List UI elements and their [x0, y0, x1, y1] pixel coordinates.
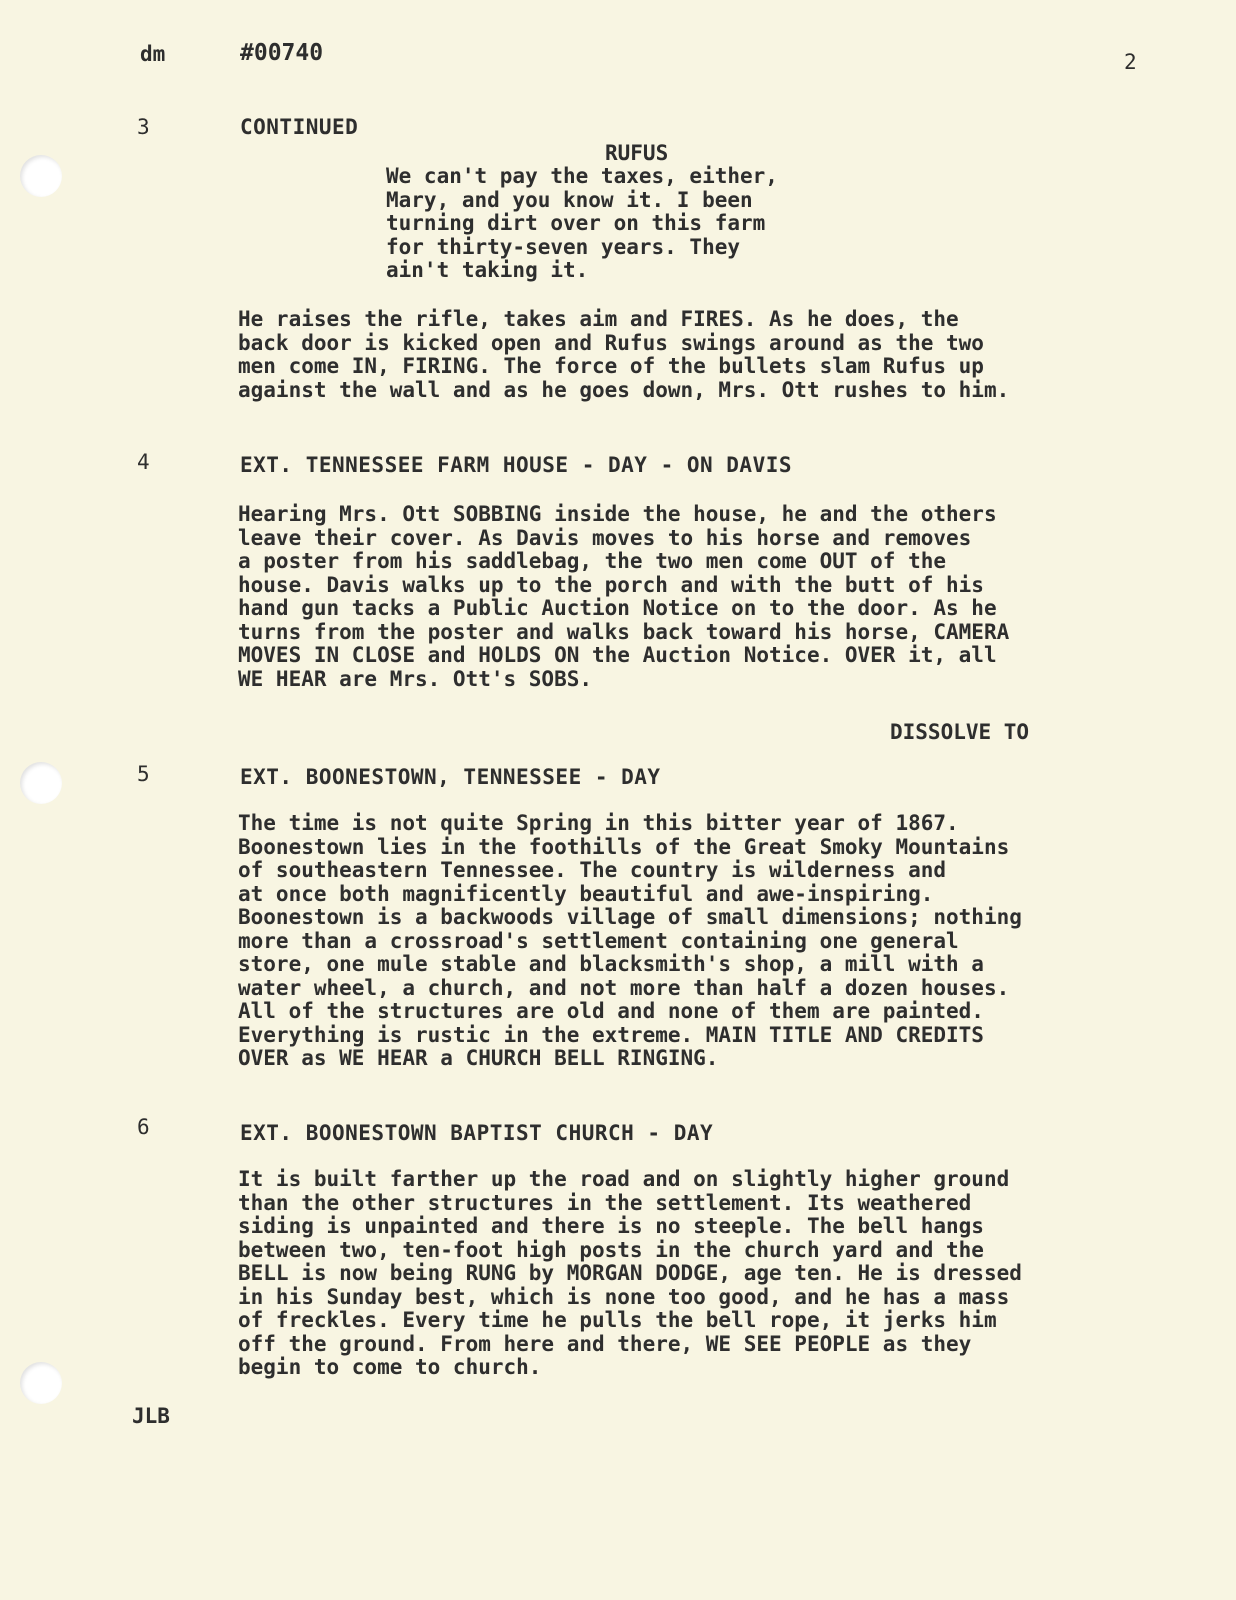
scene-heading: CONTINUED [240, 115, 359, 139]
scene-heading: EXT. BOONESTOWN BAPTIST CHURCH - DAY [240, 1121, 714, 1145]
dialogue: We can't pay the taxes, either, Mary, and you know it. I been turning dirt over on this farm for thirty-seven years. They ain't taking it. [386, 164, 778, 282]
scene-number: 4 [137, 450, 150, 474]
scene-number: 5 [137, 762, 150, 786]
page-number: 2 [1124, 50, 1137, 74]
action-paragraph: He raises the rifle, takes aim and FIRES. As he does, the back door is kicked open and Rufus swings around as the two men come IN, FIRING. The force of the bullets slam Rufus up against the wall and as he goes down, Mrs. Ott rushes to him. [238, 307, 1010, 402]
scene-number: 3 [137, 115, 150, 139]
binder-hole [20, 762, 62, 804]
action-paragraph: It is built farther up the road and on slightly higher ground than the other structures in the settlement. Its weathered siding is unpainted and there is no steeple. The bell hangs between two, ten-foot high posts in the church yard and the BELL is now being RUNG by MORGAN DODGE, age ten. He is dressed in his Sunday best, which is none too good, and he has a mass of freckles. Every time he pulls the bell rope, it jerks him off the ground. From here and there, WE SEE PEOPLE as they begin to come to church. [238, 1167, 1022, 1379]
scene-heading: EXT. TENNESSEE FARM HOUSE - DAY - ON DAVIS [240, 453, 793, 477]
transition: DISSOLVE TO [890, 720, 1030, 744]
character-name: RUFUS [605, 141, 669, 165]
binder-hole [20, 1362, 62, 1404]
binder-hole [20, 155, 62, 197]
script-number: #00740 [240, 40, 324, 66]
action-paragraph: Hearing Mrs. Ott SOBBING inside the house, he and the others leave their cover. As Davis moves to his horse and removes a poster from his saddlebag, the two men come OUT of the house. Davis walks up to the porch and with the butt of his hand gun tacks a Public Auction Notice on to the door. As he turns from the poster and walks back toward his horse, CAMERA MOVES IN CLOSE and HOLDS ON the Auction Notice. OVER it, all WE HEAR are Mrs. Ott's SOBS. [238, 502, 1010, 691]
scene-heading: EXT. BOONESTOWN, TENNESSEE - DAY [240, 765, 661, 789]
footer-initials: JLB [132, 1404, 170, 1428]
header-initials: dm [140, 42, 166, 66]
scene-number: 6 [137, 1115, 150, 1139]
action-paragraph: The time is not quite Spring in this bitter year of 1867. Boonestown lies in the foothills of the Great Smoky Mountains of southeastern Tennessee. The country is wilderness and at once both magnificently beautiful and awe-inspiring. Boonestown is a backwoods village of small dimensions; nothing more than a crossroad's settlement containing one general store, one mule stable and blacksmith's shop, a mill with a water wheel, a church, and not more than half a dozen houses. All of the structures are old and none of them are painted. Everything is rustic in the extreme. MAIN TITLE AND CREDITS OVER as WE HEAR a CHURCH BELL RINGING. [238, 811, 1022, 1070]
